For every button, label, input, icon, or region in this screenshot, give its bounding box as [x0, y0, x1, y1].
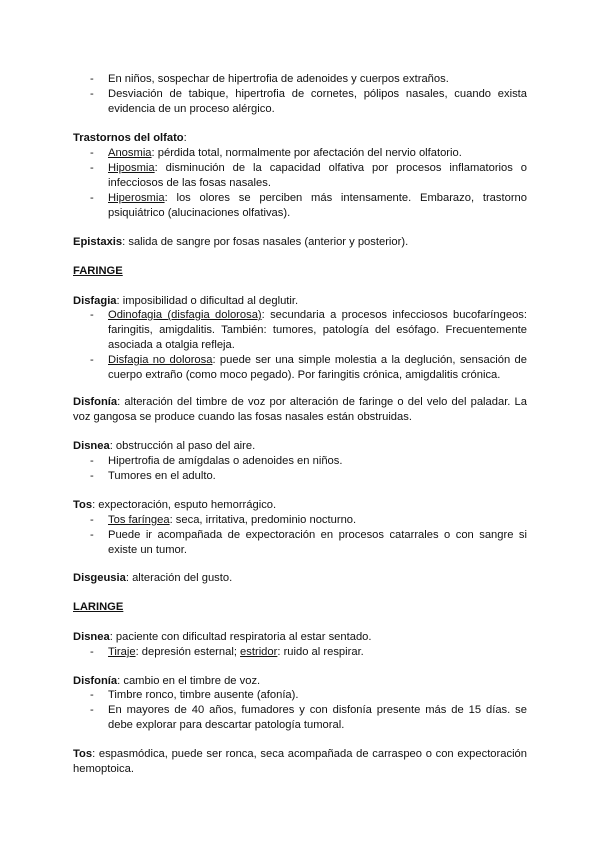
disnea-faringe-paragraph: Disnea: obstrucción al paso del aire. [73, 440, 256, 452]
disnea-laringe-paragraph: Disnea: paciente con dificultad respiratoria al estar sentado. [73, 631, 372, 643]
tos-faringe-paragraph: Tos: expectoración, esputo hemorrágico. [73, 499, 277, 511]
epistaxis-paragraph: Epistaxis: salida de sangre por fosas nasales (anterior y posterior). [73, 236, 409, 248]
olfato-title: Trastornos del olfato: [73, 132, 187, 144]
tos-faringe-list [90, 513, 527, 558]
disfonia-faringe-paragraph: Disfonía: alteración del timbre de voz por alteración de faringe o del velo del paladar. La voz gangosa se produce cuando las fosas nasales están obstruidas. [73, 396, 527, 423]
list-item: - Desviación de tabique, hipertrofia de cornetes, pólipos nasales, cuando exista evidencia de un proceso alérgico. [90, 88, 527, 115]
list-item: - Hiperosmia: los olores se perciben más intensamente. Embarazo, trastorno psiquiátrico (alucinaciones olfativas). [90, 192, 527, 219]
list-item: - Disfagia no dolorosa: puede ser una simple molestia a la deglución, sensación de cuerpo extraño (como moco pegado). Por faringitis crónica, amigdalitis crónica. [90, 354, 527, 381]
disfonia-laringe-paragraph: Disfonía: cambio en el timbre de voz. [73, 675, 261, 687]
section-heading-laringe: LARINGE [73, 601, 124, 613]
intro-list [90, 72, 527, 117]
list-item: - Tiraje: depresión esternal; estridor: ruido al respirar. [90, 646, 364, 658]
section-heading-faringe: FARINGE [73, 265, 123, 277]
disfonia-laringe-list [90, 688, 527, 733]
list-item: - Tumores en el adulto. [90, 470, 216, 482]
list-item: - En mayores de 40 años, fumadores y con disfonía presente más de 15 días. se debe explorar para descartar patología tumoral. [90, 704, 527, 731]
list-item: - Puede ir acompañada de expectoración en procesos catarrales o con sangre si existe un tumor. [90, 529, 527, 556]
list-item: - Anosmia: pérdida total, normalmente por afectación del nervio olfatorio. [90, 147, 462, 159]
tos-laringe-paragraph: Tos: espasmódica, puede ser ronca, seca acompañada de carraspeo o con expectoración hemoptoica. [73, 748, 527, 775]
disgeusia-paragraph: Disgeusia: alteración del gusto. [73, 572, 233, 584]
list-item: - Hiposmia: disminución de la capacidad olfativa por procesos inflamatorios o infecciosos de las fosas nasales. [90, 162, 527, 189]
disnea-faringe-list [90, 454, 527, 484]
disfagia-paragraph: Disfagia: imposibilidad o dificultad al deglutir. [73, 295, 299, 307]
list-item: - En niños, sospechar de hipertrofia de adenoides y cuerpos extraños. [90, 73, 449, 85]
disnea-laringe-list [90, 645, 527, 660]
list-item: - Timbre ronco, timbre ausente (afonía). [90, 689, 299, 701]
list-item: - Tos faríngea: seca, irritativa, predominio nocturno. [90, 514, 357, 526]
list-item: - Hipertrofia de amígdalas o adenoides en niños. [90, 455, 343, 467]
disfagia-list [90, 308, 527, 383]
olfato-list [90, 146, 527, 221]
list-item: - Odinofagia (disfagia dolorosa): secundaria a procesos infecciosos bucofaríngeos: faringitis, amigdalitis. También: tumores, patología del esófago. Frecuentemente asociada a otalgia refleja. [90, 309, 527, 351]
